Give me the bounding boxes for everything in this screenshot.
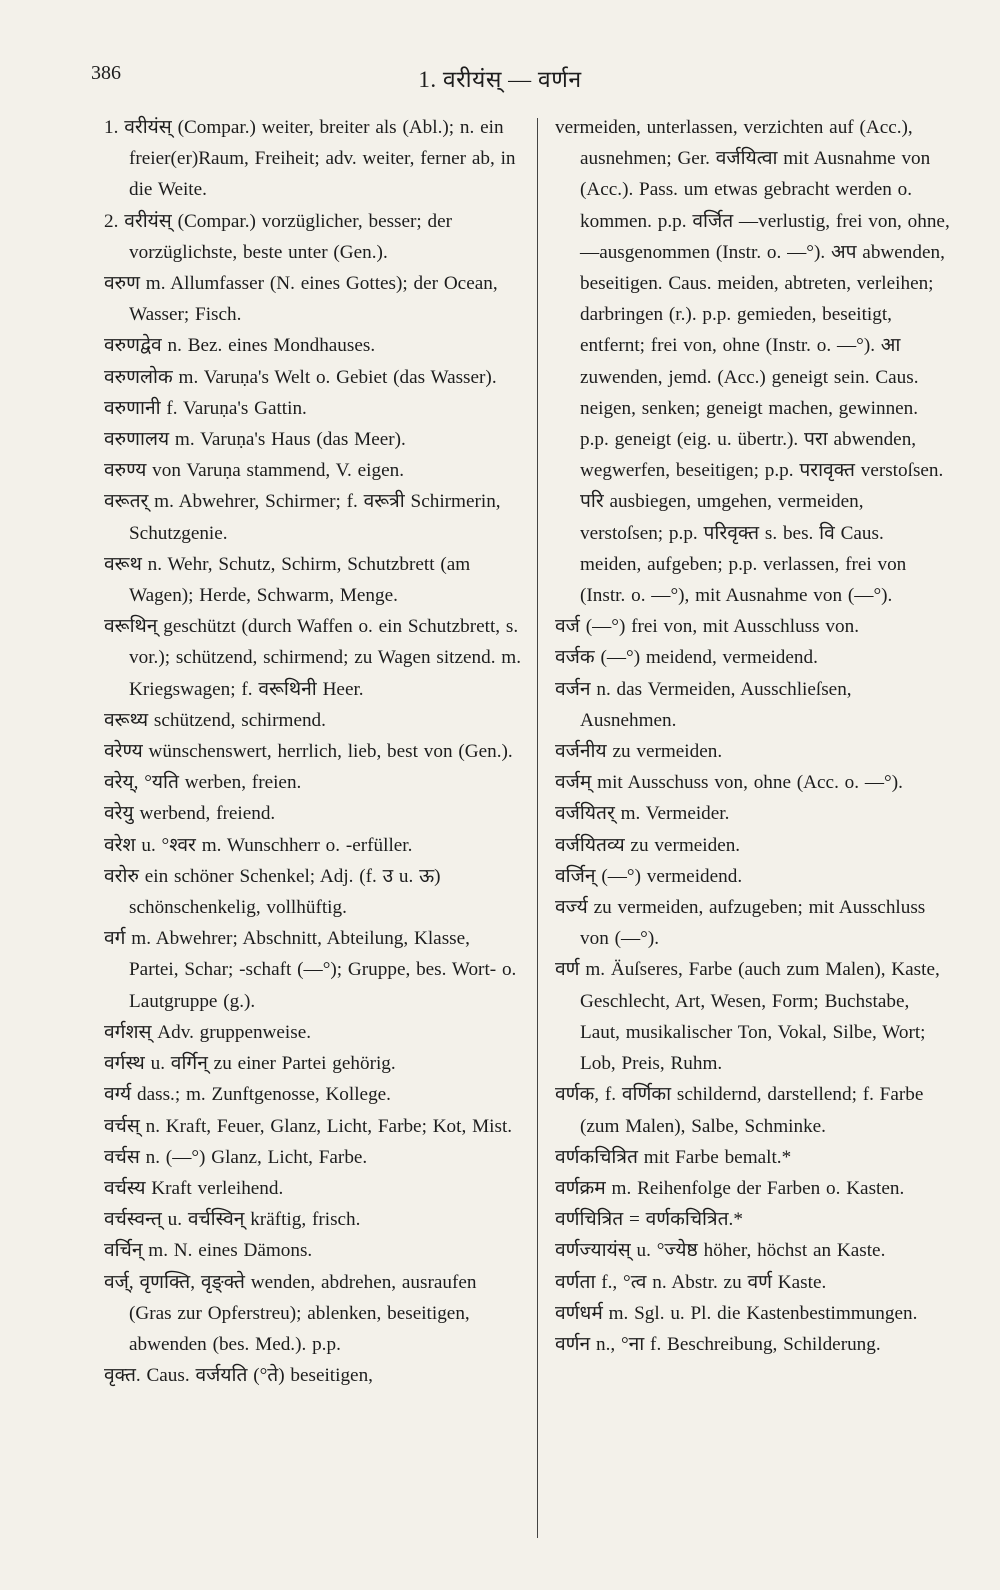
dictionary-entry: वरेयु werbend, freiend.	[104, 803, 276, 825]
dictionary-entry: वरुण्य von Varuṇa stammend, V. eigen.	[104, 460, 404, 482]
dictionary-entry: वर्जन n. das Vermeiden, Ausschlieſsen, Ausnehmen.	[555, 678, 852, 731]
dictionary-entry: वर्णधर्म m. Sgl. u. Pl. die Kastenbestimmungen.	[555, 1302, 918, 1324]
dictionary-entry: वर्णज्यायंस् u. °ज्येष्ठ höher, höchst an Kaste.	[555, 1240, 886, 1262]
dictionary-entry: वर्जनीय zu vermeiden.	[555, 741, 723, 763]
dictionary-entry: 1. वरीयंस् (Compar.) weiter, breiter als (Abl.); n. ein freier(er)Raum, Freiheit; adv. weiter, ferner ab, in die Weite.	[104, 117, 516, 201]
dictionary-entry: वर्णता f., °त्व n. Abstr. zu वर्ण Kaste.	[555, 1271, 827, 1293]
dictionary-entry: vermeiden, unterlassen, verzichten auf (Acc.), ausnehmen; Ger. वर्जयित्वा mit Ausnahme von (Acc.). Pass. um etwas gebracht werden o. kommen. p.p. वर्जित —verlustig, frei von, ohne, —ausgenommen (Instr. o. —°). अप abwenden, beseitigen. Caus. meiden, abtreten, verleihen; darbringen (r.). p.p. gemieden, beseitigt, entfernt; frei von, ohne (Instr. o. —°). आ zuwenden, jemd. (Acc.) geneigt sein. Caus. neigen, senken; geneigt machen, gewinnen. p.p. geneigt (eig. u. übertr.). परा abwenden, wegwerfen, beseitigen; p.p. परावृक्त verstoſsen. परि ausbiegen, umgehen, vermeiden, verstoſsen; p.p. परिवृक्त s. bes. वि Caus. meiden, aufgeben; p.p. verlassen, frei von (Instr. o. —°), mit Ausnahme von (—°).	[555, 117, 950, 607]
dictionary-entry: 2. वरीयंस् (Compar.) vorzüglicher, besser; der vorzüglichste, beste unter (Gen.).	[104, 210, 453, 263]
dictionary-entry: वरूतर् m. Abwehrer, Schirmer; f. वरूत्री Schirmerin, Schutzgenie.	[104, 491, 501, 544]
dictionary-entry: वरूथिन् geschützt (durch Waffen o. ein Schutzbrett, s. vor.); schützend, schirmend; zu Wagen sitzend. m. Kriegswagen; f. वरूथिनी Heer.	[104, 616, 522, 700]
dictionary-entry: वरुणानी f. Varuṇa's Gattin.	[104, 397, 307, 419]
dictionary-entry: वर्ज्य zu vermeiden, aufzugeben; mit Ausschluss von (—°).	[555, 897, 926, 950]
dictionary-entry: वर्णचित्रित = वर्णकचित्रित.*	[555, 1209, 743, 1231]
dictionary-entry: वर्चस् n. Kraft, Feuer, Glanz, Licht, Farbe; Kot, Mist.	[104, 1115, 513, 1137]
dictionary-entry: वर्ज्, वृणक्ति, वृङ्क्ते wenden, abdrehen, ausraufen (Gras zur Opferstreu); ablenken, beseitigen, abwenden (bes. Med.). p.p.	[104, 1271, 477, 1355]
dictionary-entry: वर्ग्य dass.; m. Zunftgenosse, Kollege.	[104, 1084, 391, 1106]
dictionary-entry: वर्ण m. Äuſseres, Farbe (auch zum Malen), Kaste, Geschlecht, Art, Wesen, Form; Buchstabe, Laut, musikalischer Ton, Vokal, Silbe, Wort; Lob, Preis, Ruhm.	[555, 959, 940, 1075]
dictionary-entry: वर्णक, f. वर्णिका schildernd, darstellend; f. Farbe (zum Malen), Salbe, Schminke.	[555, 1084, 924, 1137]
dictionary-entry: वरेश u. °श्वर m. Wunschherr o. -erfüller.	[104, 834, 413, 856]
dictionary-entry: वरोरु ein schöner Schenkel; Adj. (f. उ u. ऊ) schönschenkelig, vollhüftig.	[104, 865, 441, 919]
dictionary-entry: वरेय्, °यति werben, freien.	[104, 772, 302, 794]
right-column	[555, 112, 950, 1360]
dictionary-entry: वर्चस्वन्त् u. वर्चस्विन् kräftig, frisch.	[104, 1209, 361, 1231]
dictionary-entry: वर्चस n. (—°) Glanz, Licht, Farbe.	[104, 1146, 368, 1168]
dictionary-entry: वर्जिन् (—°) vermeidend.	[555, 865, 743, 887]
dictionary-entry: वर्जयितव्य zu vermeiden.	[555, 834, 741, 856]
page-header	[0, 62, 1000, 102]
dictionary-entry: वर्णन n., °ना f. Beschreibung, Schilderung.	[555, 1333, 881, 1355]
dictionary-entry: वर्जक (—°) meidend, vermeidend.	[555, 647, 818, 669]
column-divider	[537, 118, 538, 1538]
dictionary-entry: वर्चिन् m. N. eines Dämons.	[104, 1240, 313, 1262]
dictionary-entry: वर्जयितर् m. Vermeider.	[555, 803, 730, 825]
dictionary-entry: वर्गशस् Adv. gruppenweise.	[104, 1021, 312, 1043]
page-number: 386	[91, 62, 121, 84]
running-head: 1. वरीयंस् — वर्णन	[418, 67, 582, 92]
dictionary-entry: वरूथ्य schützend, schirmend.	[104, 709, 326, 731]
dictionary-entry: वर्गस्थ u. वर्गिन् zu einer Partei gehörig.	[104, 1053, 396, 1075]
dictionary-entry: वृक्त. Caus. वर्जयति (°ते) beseitigen,	[104, 1365, 373, 1387]
dictionary-entry: वरूथ n. Wehr, Schutz, Schirm, Schutzbrett (am Wagen); Herde, Schwarm, Menge.	[104, 553, 471, 607]
dictionary-entry: वरुणलोक m. Varuṇa's Welt o. Gebiet (das Wasser).	[104, 366, 497, 388]
dictionary-entry: वरुणालय m. Varuṇa's Haus (das Meer).	[104, 429, 406, 451]
dictionary-entry: वर्ग m. Abwehrer; Abschnitt, Abteilung, Klasse, Partei, Schar; -schaft (—°); Gruppe, bes. Wort- o. Lautgruppe (g.).	[104, 928, 517, 1012]
left-column	[104, 112, 524, 1391]
dictionary-entry: वर्चस्य Kraft verleihend.	[104, 1177, 284, 1199]
dictionary-entry: वरुणद्वेव n. Bez. eines Mondhauses.	[104, 335, 376, 357]
dictionary-entry: वरुण m. Allumfasser (N. eines Gottes); der Ocean, Wasser; Fisch.	[104, 273, 498, 326]
dictionary-entry: वरेण्य wünschenswert, herrlich, lieb, best von (Gen.).	[104, 741, 513, 763]
dictionary-entry: वर्ज (—°) frei von, mit Ausschluss von.	[555, 616, 859, 638]
dictionary-entry: वर्जम् mit Ausschuss von, ohne (Acc. o. —°).	[555, 772, 903, 794]
dictionary-entry: वर्णक्रम m. Reihenfolge der Farben o. Kasten.	[555, 1177, 905, 1199]
dictionary-entry: वर्णकचित्रित mit Farbe bemalt.*	[555, 1146, 792, 1168]
